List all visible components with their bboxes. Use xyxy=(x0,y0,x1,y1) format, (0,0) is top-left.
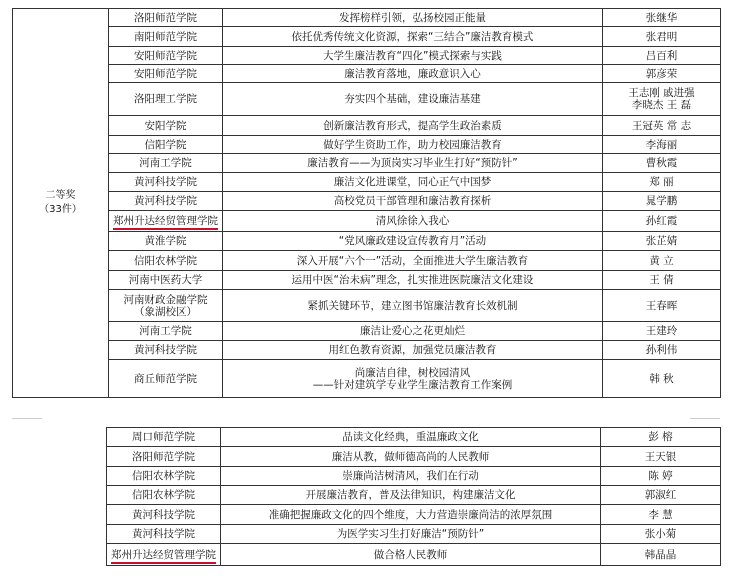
school-cell xyxy=(109,232,223,251)
title-cell-text: 紧抓关键环节，建立图书馆廉洁教育长效机制 xyxy=(307,299,518,312)
authors-cell-text: 曹秋霞 xyxy=(645,157,678,169)
authors-cell xyxy=(603,173,721,192)
table-row xyxy=(13,322,721,341)
title-cell xyxy=(223,341,603,360)
school-cell-text: 洛阳师范学院 xyxy=(134,11,197,24)
school-cell xyxy=(109,271,223,290)
table-row xyxy=(13,251,721,271)
school-cell xyxy=(109,47,223,65)
school-cell xyxy=(109,322,223,341)
authors-cell xyxy=(601,447,721,467)
table-row xyxy=(107,447,721,467)
table-row xyxy=(13,173,721,192)
authors-cell xyxy=(603,271,721,290)
school-cell xyxy=(109,65,223,83)
school-cell xyxy=(109,211,223,232)
awards-table-bottom xyxy=(106,427,721,566)
authors-cell xyxy=(601,428,721,447)
authors-cell-text: 李 慧 xyxy=(648,508,673,521)
authors-cell xyxy=(601,467,721,486)
title-cell xyxy=(223,173,603,192)
authors-cell xyxy=(603,65,721,83)
authors-cell-text: 吕百利 xyxy=(645,49,678,62)
authors-cell-text: 郭彦荣 xyxy=(645,67,678,80)
authors-cell xyxy=(603,192,721,211)
school-cell xyxy=(109,360,223,398)
title-cell xyxy=(223,192,603,211)
table-row xyxy=(13,83,721,116)
school-cell xyxy=(107,544,221,566)
school-cell-text: 信阳农林学院 xyxy=(132,470,195,482)
authors-cell-text: 王天银 xyxy=(644,450,677,463)
school-cell-text: 郑州升达经贸管理学院 xyxy=(111,548,216,561)
title-cell-text: 用红色教育资源，加强党员廉洁教育 xyxy=(328,344,497,356)
school-cell-text: 信阳农林学院 xyxy=(134,254,197,267)
authors-cell-text: 黄 立 xyxy=(649,254,674,267)
title-cell-text: 崇廉尚洁树清风，我们在行动 xyxy=(342,470,479,482)
authors-cell-text: 王 倩 xyxy=(649,274,674,286)
authors-cell-text: 张君明 xyxy=(645,30,678,43)
school-cell-text: 黄河科技学院 xyxy=(132,508,195,521)
authors-cell-text: 张芷婧 xyxy=(645,235,678,247)
title-cell xyxy=(223,271,603,290)
table-row xyxy=(13,136,721,154)
title-cell xyxy=(221,428,601,447)
school-cell-text: 信阳学院 xyxy=(144,138,187,151)
table-row xyxy=(107,505,721,525)
authors-cell xyxy=(601,544,721,566)
authors-cell xyxy=(601,525,721,544)
title-cell xyxy=(223,27,603,47)
authors-cell xyxy=(601,486,721,505)
table-row xyxy=(107,544,721,566)
title-cell xyxy=(223,9,603,27)
table-row xyxy=(13,360,721,398)
title-cell-text: 做好学生资助工作，助力校园廉洁教育 xyxy=(323,138,502,151)
table-row xyxy=(13,211,721,232)
authors-cell xyxy=(603,360,721,398)
highlight-underline xyxy=(113,228,218,230)
title-cell-text: 深入开展“六个一”活动，全面推进大学生廉洁教育 xyxy=(296,254,529,267)
school-cell-text: 黄河科技学院 xyxy=(132,528,195,540)
authors-cell-text: 孙利伟 xyxy=(645,344,678,356)
title-cell xyxy=(221,505,601,525)
title-cell-text: 廉洁从教，做师德高尚的人民教师 xyxy=(331,450,490,463)
award-category-name: 二等奖 xyxy=(45,190,76,201)
authors-cell-text: 郭淑红 xyxy=(644,489,677,501)
award-category xyxy=(13,9,109,398)
title-cell-text: 廉洁教育——为顶岗实习毕业生打好“预防针” xyxy=(307,157,518,169)
table-row xyxy=(13,116,721,136)
authors-cell xyxy=(603,211,721,232)
school-cell-text: 河南工学院 xyxy=(139,157,192,169)
school-cell xyxy=(107,486,221,505)
school-cell-text: 南阳师范学院 xyxy=(134,30,197,43)
table-row xyxy=(13,65,721,83)
school-cell xyxy=(109,27,223,47)
page-divider-left xyxy=(12,418,42,419)
title-cell xyxy=(223,360,603,398)
school-cell-text: （象湖校区） xyxy=(134,305,197,318)
title-cell-text: 创新廉洁教育形式，提高学生政治素质 xyxy=(323,119,502,132)
authors-cell-text: 王冠英 常 志 xyxy=(631,119,692,132)
authors-cell-text: 张小菊 xyxy=(644,528,677,540)
authors-cell xyxy=(603,251,721,271)
school-cell-text: 黄河科技学院 xyxy=(134,195,197,207)
authors-cell-text: 韩 秋 xyxy=(649,372,674,385)
authors-cell-text: 李海丽 xyxy=(645,138,678,151)
authors-cell xyxy=(603,27,721,47)
title-cell xyxy=(223,322,603,341)
school-cell-text: 洛阳理工学院 xyxy=(134,93,197,105)
school-cell xyxy=(107,467,221,486)
authors-cell xyxy=(603,116,721,136)
title-cell-text: 开展廉洁教育，普及法律知识，构建廉洁文化 xyxy=(305,489,516,501)
school-cell xyxy=(107,428,221,447)
school-cell xyxy=(109,9,223,27)
title-cell xyxy=(223,232,603,251)
title-cell-text: 廉洁让爱心之花更灿烂 xyxy=(360,325,465,337)
school-cell xyxy=(109,173,223,192)
title-cell-text: 夯实四个基础，建设廉洁基建 xyxy=(344,93,481,105)
school-cell-text: 河南中医药大学 xyxy=(128,274,203,286)
table-row xyxy=(107,486,721,505)
title-cell xyxy=(221,544,601,566)
title-cell xyxy=(223,251,603,271)
school-cell-text: 黄河科技学院 xyxy=(134,176,197,188)
title-cell xyxy=(223,290,603,322)
school-cell xyxy=(109,341,223,360)
school-cell-text: 安阳师范学院 xyxy=(134,49,197,62)
title-cell-text: 依托优秀传统文化资源，探索“三结合”廉洁教育模式 xyxy=(291,30,534,43)
awards-table-top xyxy=(12,8,721,398)
title-cell-text: 廉洁教育落地，廉政意识入心 xyxy=(344,67,481,80)
school-cell-text: 信阳农林学院 xyxy=(132,489,195,501)
title-cell-text: ——针对建筑学专业学生廉洁教育工作案例 xyxy=(312,378,513,391)
title-cell-text: 准确把握廉政文化的四个维度，大力营造崇廉尚洁的浓厚氛围 xyxy=(268,508,553,521)
school-cell xyxy=(109,83,223,116)
school-cell xyxy=(107,505,221,525)
title-cell-text: “党风廉政建设宣传教育月”活动 xyxy=(338,235,487,247)
school-cell xyxy=(109,192,223,211)
table-row xyxy=(13,192,721,211)
school-cell-text: 河南财政金融学院 xyxy=(123,293,208,306)
title-cell xyxy=(223,136,603,154)
table-row xyxy=(107,525,721,544)
school-cell-text: 周口师范学院 xyxy=(132,431,195,443)
title-cell xyxy=(221,486,601,505)
authors-cell xyxy=(603,9,721,27)
title-cell xyxy=(221,525,601,544)
authors-cell-text: 王志刚 戚进强 xyxy=(628,87,695,99)
school-cell-text: 安阳学院 xyxy=(144,119,187,132)
authors-cell xyxy=(603,83,721,116)
title-cell-text: 清风徐徐入我心 xyxy=(375,215,450,227)
authors-cell-text: 陈 婷 xyxy=(648,470,673,482)
authors-cell-text: 彭 榕 xyxy=(648,431,673,443)
school-cell-text: 洛阳师范学院 xyxy=(132,450,195,463)
school-cell-text: 河南工学院 xyxy=(139,325,192,337)
award-category-count: （33件） xyxy=(39,204,82,215)
authors-cell xyxy=(603,290,721,322)
page-divider-right xyxy=(690,418,720,419)
table-row xyxy=(13,154,721,173)
table-row xyxy=(107,467,721,486)
authors-cell-text: 王春晖 xyxy=(645,299,678,312)
table-row xyxy=(13,27,721,47)
authors-cell-text: 李晓杰 王 磊 xyxy=(631,99,692,111)
school-cell-text: 郑州升达经贸管理学院 xyxy=(113,215,218,227)
title-cell-text: 运用中医“治未病”理念，扎实推进医院廉洁文化建设 xyxy=(291,274,534,286)
title-cell-text: 为医学实习生打好廉洁“预防针” xyxy=(336,528,485,540)
table-row xyxy=(13,271,721,290)
school-cell xyxy=(109,154,223,173)
authors-cell xyxy=(603,154,721,173)
authors-cell xyxy=(603,322,721,341)
title-cell xyxy=(223,47,603,65)
table-row xyxy=(13,232,721,251)
school-cell xyxy=(107,525,221,544)
title-cell xyxy=(223,65,603,83)
authors-cell xyxy=(603,341,721,360)
authors-cell xyxy=(601,505,721,525)
authors-cell-text: 晁学鹏 xyxy=(645,195,678,207)
title-cell xyxy=(223,154,603,173)
table-row xyxy=(107,428,721,447)
highlight-underline xyxy=(111,562,216,564)
authors-cell-text: 郑 丽 xyxy=(649,176,674,188)
authors-cell-text: 张继华 xyxy=(645,11,678,24)
title-cell-text: 品读文化经典，重温廉政文化 xyxy=(342,431,479,443)
title-cell-text: 做合格人民教师 xyxy=(373,548,448,561)
title-cell xyxy=(223,211,603,232)
authors-cell-text: 韩晶晶 xyxy=(644,548,677,561)
authors-cell xyxy=(603,232,721,251)
authors-cell-text: 王建玲 xyxy=(645,325,678,337)
school-cell-text: 黄河科技学院 xyxy=(134,344,197,356)
title-cell xyxy=(221,467,601,486)
title-cell-text: 高校党员干部管理和廉洁教育探析 xyxy=(333,195,492,207)
table-row xyxy=(13,290,721,322)
title-cell xyxy=(223,83,603,116)
title-cell xyxy=(223,116,603,136)
title-cell xyxy=(221,447,601,467)
title-cell-text: 尚廉洁自律，树校园清风 xyxy=(354,366,471,379)
school-cell xyxy=(107,447,221,467)
school-cell-text: 黄淮学院 xyxy=(144,235,187,247)
school-cell xyxy=(109,116,223,136)
table-row xyxy=(13,9,721,27)
table-row xyxy=(13,47,721,65)
authors-cell-text: 孙红霞 xyxy=(645,215,678,227)
school-cell xyxy=(109,251,223,271)
authors-cell xyxy=(603,136,721,154)
authors-cell xyxy=(603,47,721,65)
title-cell-text: 发挥榜样引领，弘扬校园正能量 xyxy=(339,11,486,24)
title-cell-text: 大学生廉洁教育“四化”模式探索与实践 xyxy=(323,49,502,62)
school-cell xyxy=(109,136,223,154)
school-cell xyxy=(109,290,223,322)
title-cell-text: 廉洁文化进课堂，同心正气中国梦 xyxy=(333,176,492,188)
school-cell-text: 商丘师范学院 xyxy=(134,372,197,385)
school-cell-text: 安阳师范学院 xyxy=(134,67,197,80)
table-row xyxy=(13,341,721,360)
